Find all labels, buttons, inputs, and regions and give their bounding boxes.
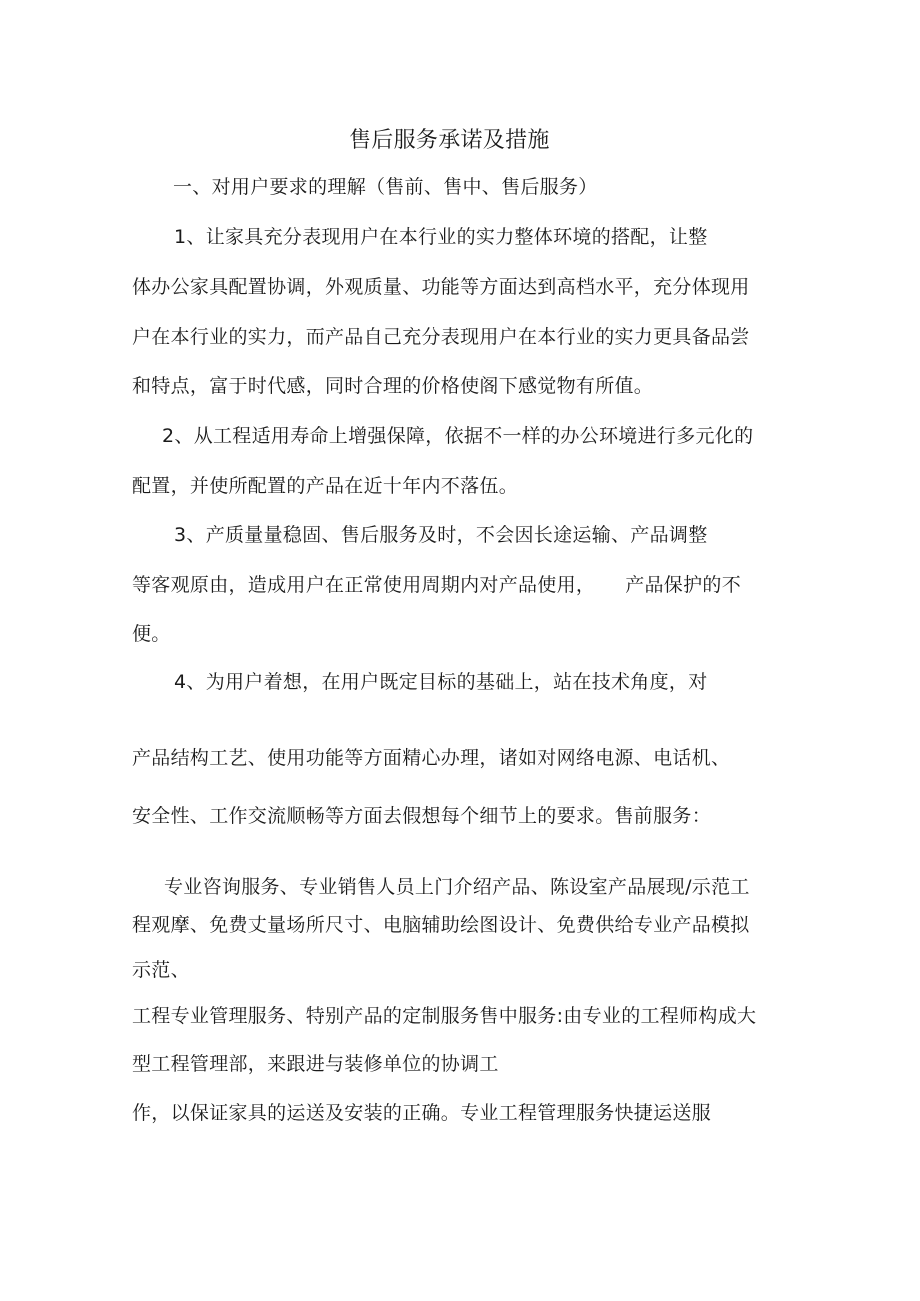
paragraph-line: 工程专业管理服务、特别产品的定制服务售中服务:由专业的工程师构成大 xyxy=(132,1005,757,1027)
paragraph-line: 4、为用户着想，在用户既定目标的基础上，站在技术角度，对 xyxy=(174,671,708,693)
paragraph-line: 户在本行业的实力，而产品自己充分表现用户在本行业的实力更具备品尝 xyxy=(132,326,750,348)
paragraph-line: 和特点，富于时代感，同时合理的价格使阁下感觉物有所值。 xyxy=(132,375,654,397)
paragraph-line: 配置，并使所配置的产品在近十年内不落伍。 xyxy=(132,475,519,497)
paragraph-line: 作，以保证家具的运送及安装的正确。专业工程管理服务快捷运送服 xyxy=(132,1102,712,1124)
paragraph-line: 产品结构工艺、使用功能等方面精心办理，诸如对网络电源、电话机、 xyxy=(132,747,731,769)
paragraph-line xyxy=(132,573,741,597)
document-title: 售后服务承诺及措施 xyxy=(349,128,550,153)
paragraph-line-part: 产品保护的不 xyxy=(625,574,742,596)
paragraph-line: 1、让家具充分表现用户在本行业的实力整体环境的搭配，让整 xyxy=(174,226,708,248)
paragraph-line: 便。 xyxy=(132,623,171,645)
paragraph-line: 3、产质量量稳固、售后服务及时，不会因长途运输、产品调整 xyxy=(174,524,708,546)
paragraph-line: 型工程管理部，来跟进与装修单位的协调工 xyxy=(132,1053,499,1075)
paragraph-line: 体办公家具配置协调，外观质量、功能等方面达到高档水平，充分体现用 xyxy=(132,276,750,298)
paragraph-line: 示范、 xyxy=(132,959,190,981)
paragraph-line-part: 等客观原由，造成用户在正常使用周期内对产品使用， xyxy=(132,574,596,596)
section-heading: 一、对用户要求的理解（售前、售中、售后服务） xyxy=(173,176,598,198)
paragraph-line: 程观摩、免费丈量场所尺寸、电脑辅助绘图设计、免费供给专业产品模拟 xyxy=(132,914,750,936)
paragraph-line: 2、从工程适用寿命上增强保障，依据不一样的办公环境进行多元化的 xyxy=(162,425,754,447)
paragraph-line: 安全性、工作交流顺畅等方面去假想每个细节上的要求。售前服务： xyxy=(132,805,712,827)
paragraph-line: 专业咨询服务、专业销售人员上门介绍产品、陈设室产品展现/示范工 xyxy=(164,876,750,898)
